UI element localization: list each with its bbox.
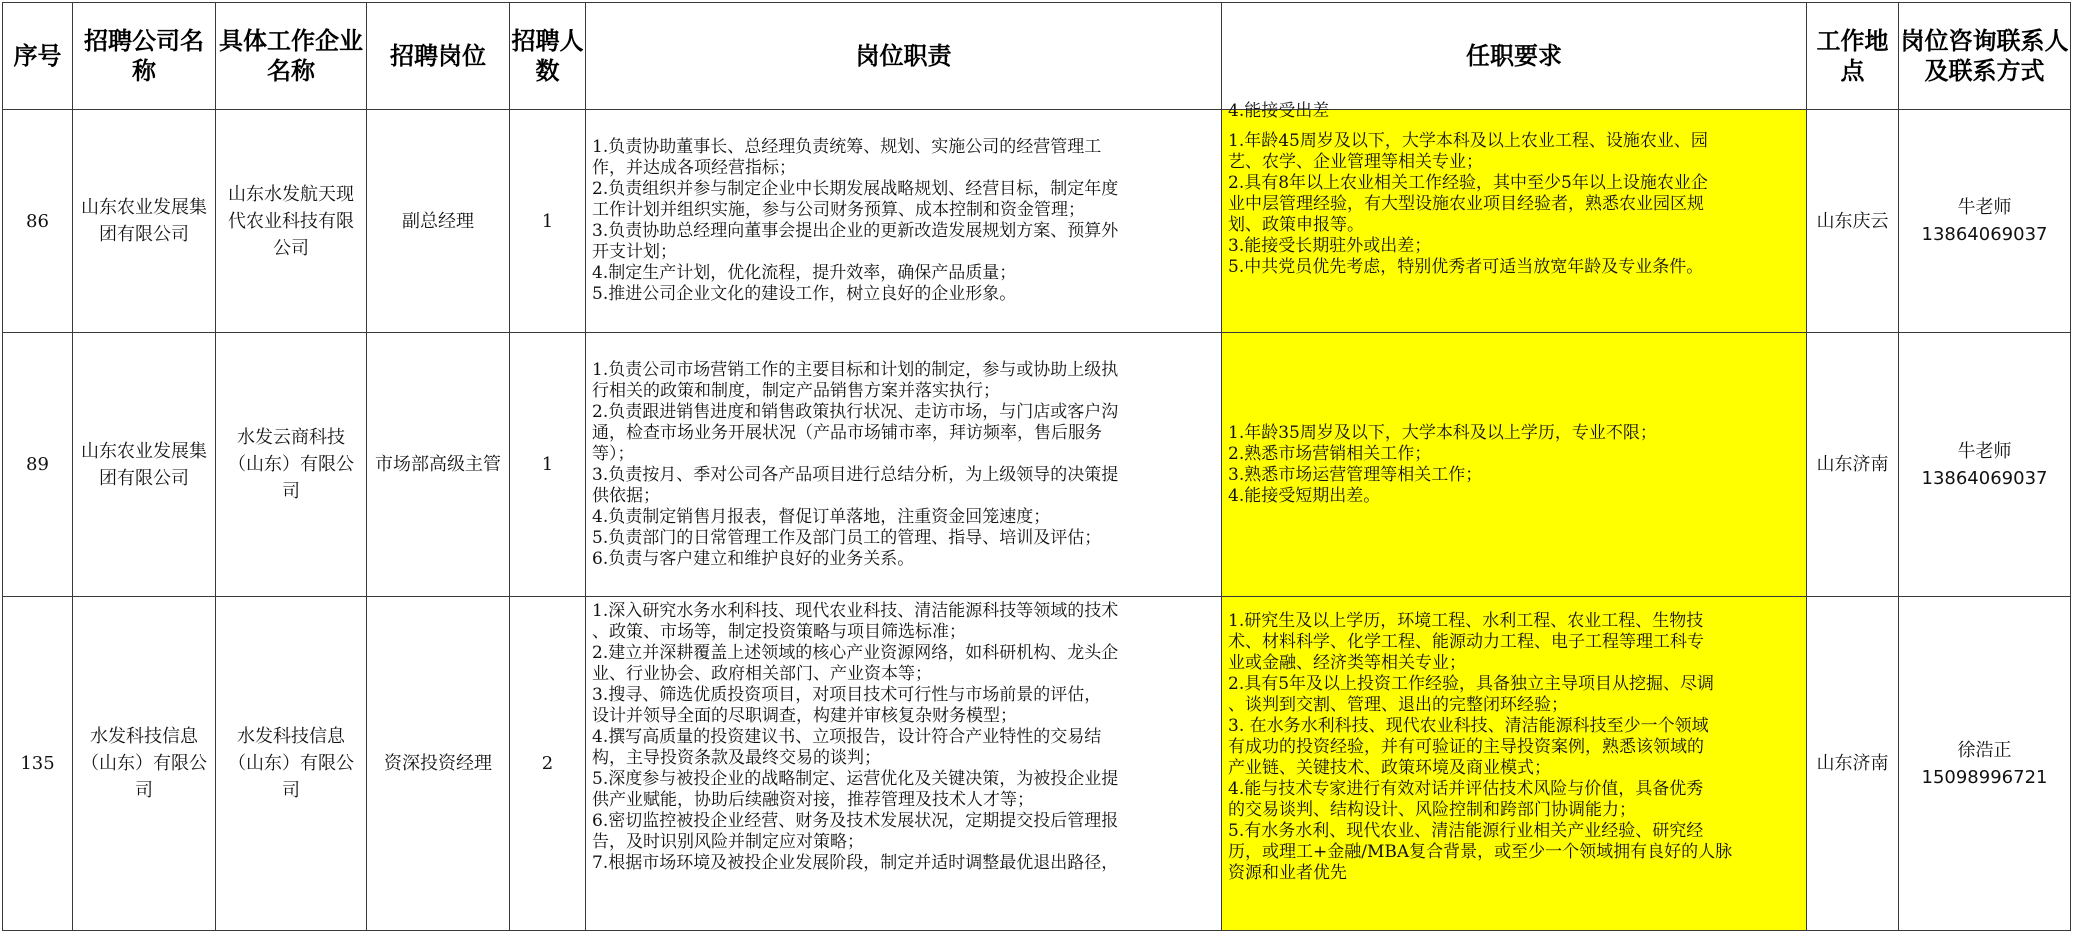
enterprise-cell[interactable]: 山东水发航天现代农业科技有限公司 bbox=[216, 110, 367, 333]
position-cell[interactable]: 资深投资经理 bbox=[367, 597, 510, 931]
list-line: 3.能接受长期驻外或出差； bbox=[1228, 236, 1432, 256]
list-line: 2.负责跟进销售进度和销售政策执行状况、走访市场，与门店或客户沟 bbox=[592, 401, 1119, 422]
enterprise-cell[interactable]: 水发云商科技（山东）有限公司 bbox=[216, 333, 367, 597]
list-line: 1.深入研究水务水利科技、现代农业科技、清洁能源科技等领域的技术 bbox=[592, 601, 1119, 621]
list-line: 作，并达成各项经营指标； bbox=[592, 158, 796, 178]
contact-cell[interactable] bbox=[1899, 333, 2071, 597]
list-line: 、政策、市场等，制定投资策略与项目筛选标准； bbox=[592, 622, 966, 642]
list-line: 3.负责按月、季对公司各产品项目进行总结分析，为上级领导的决策提 bbox=[592, 464, 1119, 485]
list-line: 2.建立并深耕覆盖上述领域的核心产业资源网络，如科研机构、龙头企 bbox=[592, 643, 1119, 663]
list-line: 4.能接受短期出差。 bbox=[1228, 485, 1381, 506]
location-cell[interactable]: 山东济南 bbox=[1807, 333, 1899, 597]
list-line: 3.搜寻、筛选优质投资项目，对项目技术可行性与市场前景的评估， bbox=[592, 685, 1102, 705]
position-cell[interactable]: 副总经理 bbox=[367, 110, 510, 333]
duties-list bbox=[592, 137, 1215, 305]
list-line: 4.负责制定销售月报表，督促订单落地，注重资金回笼速度； bbox=[592, 506, 1051, 527]
list-line: 2.熟悉市场营销相关工作； bbox=[1228, 443, 1432, 464]
list-line: 1.负责公司市场营销工作的主要目标和计划的制定，参与或协助上级执 bbox=[592, 359, 1119, 380]
duties-cell[interactable] bbox=[586, 333, 1222, 597]
header-enterprise[interactable]: 具体工作企业名称 bbox=[216, 3, 367, 110]
requirements-list bbox=[1228, 119, 1800, 278]
list-line: 艺、农学、企业管理等相关专业； bbox=[1228, 152, 1483, 172]
list-line: 1.年龄35周岁及以下，大学本科及以上学历，专业不限； bbox=[1228, 422, 1657, 443]
list-line: 3.负责协助总经理向董事会提出企业的更新改造发展规划方案、预算外 bbox=[592, 221, 1119, 241]
list-line: 1.负责协助董事长、总经理负责统筹、规划、实施公司的经营管理工 bbox=[592, 137, 1102, 157]
list-line: 告，及时识别风险并制定应对策略； bbox=[592, 832, 864, 852]
contact-phone: 13864069037 bbox=[1921, 224, 2048, 245]
list-line: 历，或理工+金融/MBA复合背景，或至少一个领域拥有良好的人脉 bbox=[1228, 842, 1733, 862]
count-cell[interactable]: 1 bbox=[510, 110, 586, 333]
contact-cell[interactable] bbox=[1899, 597, 2071, 931]
company-cell[interactable]: 山东农业发展集团有限公司 bbox=[73, 110, 216, 333]
location-cell[interactable]: 山东庆云 bbox=[1807, 110, 1899, 333]
header-contact[interactable]: 岗位咨询联系人及联系方式 bbox=[1899, 3, 2071, 110]
location-cell[interactable]: 山东济南 bbox=[1807, 597, 1899, 931]
list-line: 行相关的政策和制度，制定产品销售方案并落实执行； bbox=[592, 380, 1000, 401]
list-line: 7.根据市场环境及被投企业发展阶段，制定并适时调整最优退出路径， bbox=[592, 853, 1119, 873]
list-line: 构，主导投资条款及最终交易的谈判； bbox=[592, 748, 881, 768]
duties-list bbox=[592, 360, 1215, 570]
table-row bbox=[3, 597, 2071, 931]
list-line: 划、政策申报等。 bbox=[1228, 215, 1364, 235]
enterprise-cell[interactable]: 水发科技信息（山东）有限公司 bbox=[216, 597, 367, 931]
list-line: 2.具有8年以上农业相关工作经验，其中至少5年以上设施农业企 bbox=[1228, 173, 1708, 193]
list-line: 产业链、关键技术、政策环境及商业模式； bbox=[1228, 758, 1551, 778]
list-line: 3. 在水务水利科技、现代农业科技、清洁能源科技至少一个领域 bbox=[1228, 716, 1709, 736]
list-line: 供产业赋能，协助后续融资对接，推荐管理及技术人才等； bbox=[592, 790, 1034, 810]
seq-cell[interactable]: 89 bbox=[3, 333, 73, 597]
duties-list bbox=[592, 597, 1215, 929]
list-line: 开支计划； bbox=[592, 242, 677, 262]
list-line: 工作计划并组织实施，参与公司财务预算、成本控制和资金管理； bbox=[592, 200, 1085, 220]
list-line: 设计并领导全面的尽职调查，构建并审核复杂财务模型； bbox=[592, 706, 1017, 726]
list-line: 业或金融、经济类等相关专业； bbox=[1228, 653, 1466, 673]
list-line: 业中层管理经验，有大型设施农业项目经验者，熟悉农业园区规 bbox=[1228, 194, 1704, 214]
list-line: 等）； bbox=[592, 443, 635, 464]
contact-name: 牛老师 bbox=[1957, 197, 2012, 218]
list-line: 的交易谈判、结构设计、风险控制和跨部门协调能力； bbox=[1228, 800, 1636, 820]
list-line: 资源和业者优先 bbox=[1228, 863, 1347, 883]
list-line: 2.负责组织并参与制定企业中长期发展战略规划、经营目标，制定年度 bbox=[592, 179, 1119, 199]
list-line: 通，检查市场业务开展状况（产品市场铺市率，拜访频率，售后服务 bbox=[592, 422, 1102, 443]
count-cell[interactable]: 1 bbox=[510, 333, 586, 597]
contact-name: 牛老师 bbox=[1957, 440, 2012, 462]
list-line: 3.熟悉市场运营管理等相关工作； bbox=[1228, 464, 1483, 485]
list-line: 业、行业协会、政府相关部门、产业资本等； bbox=[592, 664, 932, 684]
list-line: 5.中共党员优先考虑，特别优秀者可适当放宽年龄及专业条件。 bbox=[1228, 257, 1704, 277]
list-line: 5.有水务水利、现代农业、清洁能源行业相关产业经验、研究经 bbox=[1228, 821, 1704, 841]
header-seq[interactable]: 序号 bbox=[3, 3, 73, 110]
job-table bbox=[2, 2, 2071, 931]
list-line: 有成功的投资经验，并有可验证的主导投资案例，熟悉该领域的 bbox=[1228, 737, 1704, 757]
overflow-fragment: 4.能接受出差 bbox=[1228, 101, 1330, 121]
header-position[interactable]: 招聘岗位 bbox=[367, 3, 510, 110]
list-line: 1.年龄45周岁及以下，大学本科及以上农业工程、设施农业、园 bbox=[1228, 131, 1708, 151]
requirements-cell[interactable] bbox=[1222, 597, 1807, 931]
contact-phone: 13864069037 bbox=[1921, 467, 2048, 489]
seq-cell[interactable]: 135 bbox=[3, 597, 73, 931]
header-duties[interactable]: 岗位职责 bbox=[586, 3, 1222, 110]
header-company[interactable]: 招聘公司名称 bbox=[73, 3, 216, 110]
list-line: 4.制定生产计划，优化流程，提升效率，确保产品质量； bbox=[592, 263, 1017, 283]
list-line: 4.撰写高质量的投资建议书、立项报告，设计符合产业特性的交易结 bbox=[592, 727, 1102, 747]
list-line: 5.深度参与被投企业的战略制定、运营优化及关键决策，为被投企业提 bbox=[592, 769, 1119, 789]
header-row bbox=[3, 3, 2071, 110]
duties-cell[interactable] bbox=[586, 110, 1222, 333]
duties-cell[interactable] bbox=[586, 597, 1222, 931]
list-line: 4.能与技术专家进行有效对话并评估技术风险与价值，具备优秀 bbox=[1228, 779, 1704, 799]
contact-cell[interactable] bbox=[1899, 110, 2071, 333]
contact-name: 徐浩正 bbox=[1957, 739, 2012, 761]
contact-phone: 15098996721 bbox=[1921, 766, 2048, 788]
list-line: 5.负责部门的日常管理工作及部门员工的管理、指导、培训及评估； bbox=[592, 527, 1102, 548]
requirements-list bbox=[1228, 597, 1800, 930]
table-row bbox=[3, 333, 2071, 597]
header-requirements[interactable]: 任职要求 bbox=[1222, 3, 1807, 110]
list-line: 、谈判到交割、管理、退出的完整闭环经验； bbox=[1228, 695, 1568, 715]
requirements-cell[interactable] bbox=[1222, 101, 1807, 333]
count-cell[interactable]: 2 bbox=[510, 597, 586, 931]
list-line: 1.研究生及以上学历，环境工程、水利工程、农业工程、生物技 bbox=[1228, 611, 1704, 631]
position-cell[interactable]: 市场部高级主管 bbox=[367, 333, 510, 597]
list-line: 6.负责与客户建立和维护良好的业务关系。 bbox=[592, 548, 915, 569]
header-count[interactable]: 招聘人数 bbox=[510, 3, 586, 110]
company-cell[interactable]: 山东农业发展集团有限公司 bbox=[73, 333, 216, 597]
list-line: 术、材料科学、化学工程、能源动力工程、电子工程等理工科专 bbox=[1228, 632, 1704, 652]
requirements-cell[interactable] bbox=[1222, 333, 1807, 597]
seq-cell[interactable]: 86 bbox=[3, 110, 73, 333]
company-cell[interactable]: 水发科技信息（山东）有限公司 bbox=[73, 597, 216, 931]
list-line: 6.密切监控被投企业经营、财务及技术发展状况，定期提交投后管理报 bbox=[592, 811, 1119, 831]
requirements-list bbox=[1228, 423, 1800, 507]
list-line: 供依据； bbox=[592, 485, 660, 506]
spreadsheet bbox=[2, 2, 2070, 931]
list-line: 2.具有5年及以上投资工作经验，具备独立主导项目从挖掘、尽调 bbox=[1228, 674, 1715, 694]
table-row bbox=[3, 110, 2071, 333]
header-location[interactable]: 工作地点 bbox=[1807, 3, 1899, 110]
list-line: 5.推进公司企业文化的建设工作，树立良好的企业形象。 bbox=[592, 284, 1017, 304]
